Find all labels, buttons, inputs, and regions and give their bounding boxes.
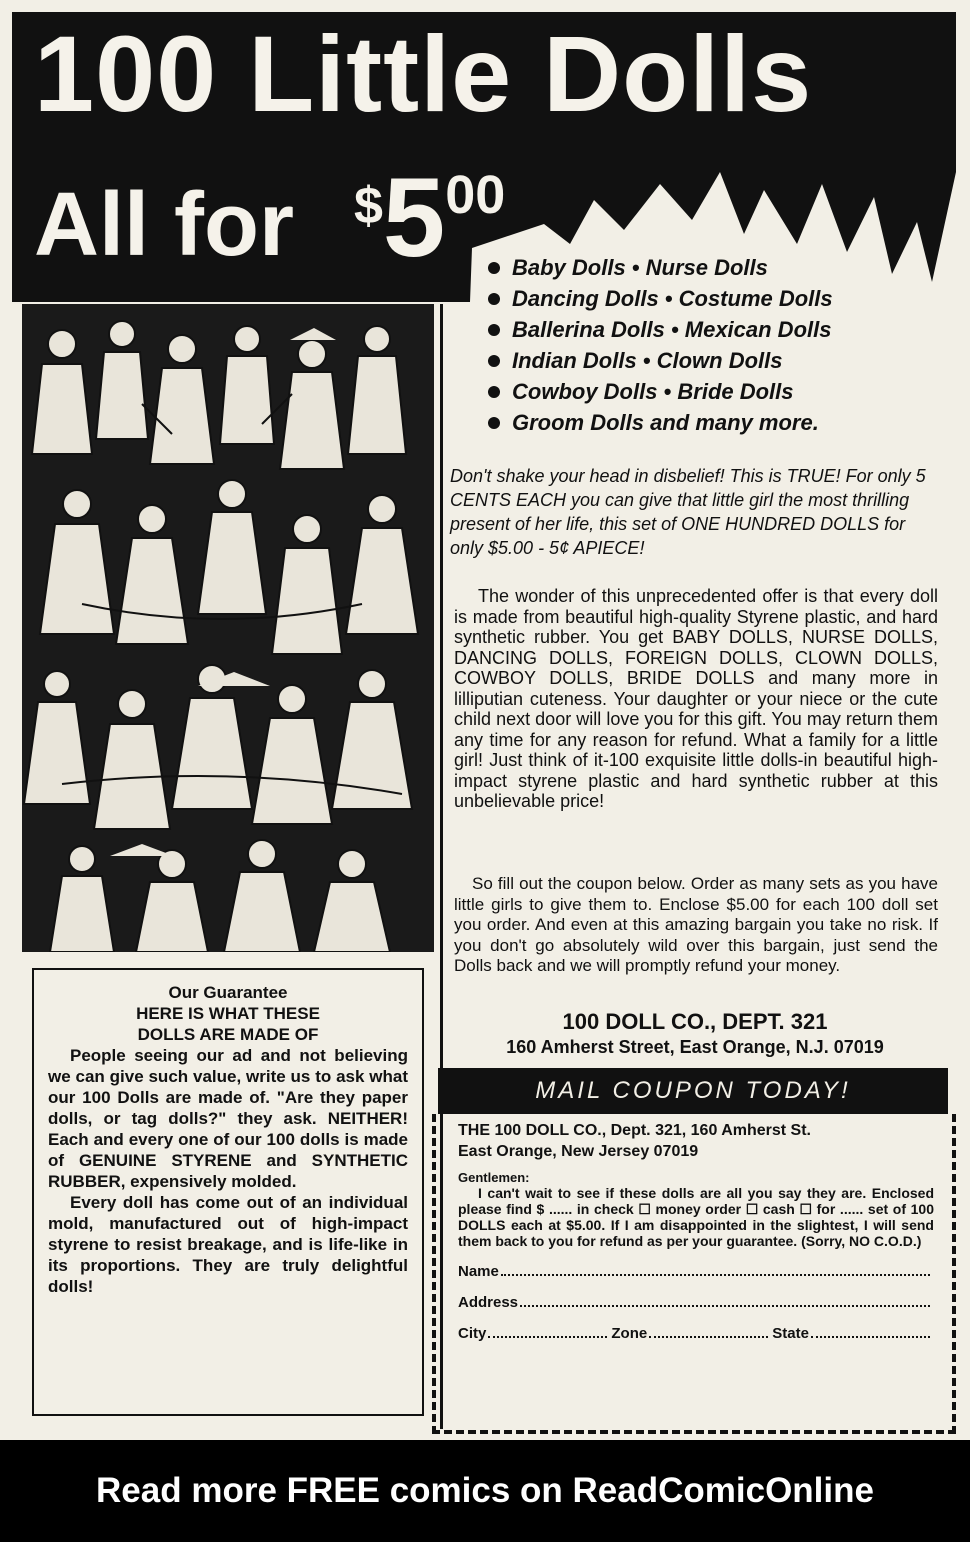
footer-banner[interactable]: Read more FREE comics on ReadComicOnline (0, 1440, 970, 1542)
bullet-icon (488, 262, 500, 274)
company-info (450, 1008, 940, 1058)
city-line[interactable] (488, 1336, 607, 1338)
name-label: Name (458, 1263, 499, 1280)
bullet-icon (488, 417, 500, 429)
doll-type-item: Ballerina Dolls • Mexican Dolls (482, 314, 952, 345)
guarantee-title: Our Guarantee (168, 983, 288, 1002)
coupon-address: East Orange, New Jersey 07019 (458, 1143, 699, 1160)
company-name: 100 DOLL CO., DEPT. 321 (562, 1009, 828, 1034)
doll-type-list (482, 252, 952, 438)
company-address: 160 Amherst Street, East Orange, N.J. 07019 (506, 1036, 884, 1057)
order-coupon[interactable] (432, 1114, 956, 1434)
headline-all-for: All for (34, 175, 294, 275)
doll-type-item: Dancing Dolls • Costume Dolls (482, 283, 952, 314)
doll-type-item: Cowboy Dolls • Bride Dolls (482, 376, 952, 407)
zone-label: Zone (611, 1325, 648, 1342)
guarantee-subtitle: HERE IS WHAT THESE (136, 1004, 320, 1023)
address-label: Address (458, 1294, 519, 1311)
name-field[interactable] (458, 1263, 934, 1280)
guarantee-subtitle: DOLLS ARE MADE OF (137, 1025, 319, 1044)
dolls-photo (22, 304, 434, 952)
address-line[interactable] (520, 1305, 930, 1307)
headline-title: 100 Little Dolls (34, 13, 813, 134)
price-dollars: 5 (382, 155, 446, 280)
name-line[interactable] (501, 1274, 930, 1276)
coupon-address: THE 100 DOLL CO., Dept. 321, 160 Amherst St. (458, 1122, 811, 1139)
bullet-icon (488, 293, 500, 305)
zone-line[interactable] (649, 1336, 768, 1338)
bullet-icon (488, 355, 500, 367)
coupon-greeting: Gentlemen: (458, 1170, 530, 1185)
city-label: City (458, 1325, 487, 1342)
guarantee-paragraph: Every doll has come out of an individual mold, manufactured out of high-impact styrene to resist breakage, and is life-like in its proportions. They are truly delightful dolls! (48, 1193, 408, 1296)
advertisement (12, 12, 956, 1440)
dolls-illustration (22, 304, 434, 952)
guarantee-paragraph: People seeing our ad and not believing we can give such value, write us to ask what our 100 Dolls are made of. "Are they paper dolls, or tag dolls?" they ask. NEITHER! Each and every one of our 100 dolls is made of GENUINE STYRENE and SYNTHETIC RUBBER, expensively molded. (48, 1046, 408, 1191)
bullet-icon (488, 324, 500, 336)
coupon-text: I can't wait to see if these dolls are all you say they are. Enclosed please find $ ...... in check ☐ money order ☐ cash ☐ for ...... set of 100 DOLLS each at $5.00. If I am disappointed in the slightest, I will send them back to you for refund as per your guarantee. (Sorry, NO C.O.D.) (458, 1185, 934, 1249)
state-label: State (772, 1325, 809, 1342)
body-paragraph: The wonder of this unprecedented offer is that every doll is made from beautiful high-quality Styrene plastic, and hard synthetic rubber. You get BABY DOLLS, NURSE DOLLS, DANCING DOLLS, FOREIGN DOLLS, CLOWN DOLLS, COWBOY DOLLS, BRIDE DOLLS and many more in lilliputian cuteness. Your daughter or your niece or the cute child next door will love you for this gift. You may return them any time for any reason for refund. What a family for a little girl! Just think of it-100 exquisite little dolls-in beautiful high-impact styrene plastic and hard synthetic rubber at this unbelievable price! (454, 586, 938, 811)
guarantee-box (32, 968, 424, 1416)
address-field[interactable] (458, 1294, 934, 1311)
intro-text: Don't shake your head in disbelief! This is TRUE! For only 5 CENTS EACH you can give that little girl the most thrilling present of her life, this set of ONE HUNDRED DOLLS for only $5.00 - 5¢ APIECE! (450, 466, 926, 558)
city-zone-state-field[interactable] (458, 1325, 934, 1342)
doll-type-item: Baby Dolls • Nurse Dolls (482, 252, 952, 283)
body-paragraph: So fill out the coupon below. Order as many sets as you have little girls to give them to. Enclose $5.00 for each 100 doll set you order. And even at this amazing bargain you take no risk. If you don't go absolutely wild over this bargain, just send the Dolls back and we will promptly refund your money. (454, 874, 938, 975)
doll-type-item: Groom Dolls and many more. (482, 407, 952, 438)
coupon-banner: MAIL COUPON TODAY! (438, 1068, 948, 1114)
doll-type-item: Indian Dolls • Clown Dolls (482, 345, 952, 376)
bullet-icon (488, 386, 500, 398)
state-line[interactable] (811, 1336, 930, 1338)
price-cents: 00 (445, 165, 506, 225)
price-dollar-sign: $ (354, 177, 383, 235)
